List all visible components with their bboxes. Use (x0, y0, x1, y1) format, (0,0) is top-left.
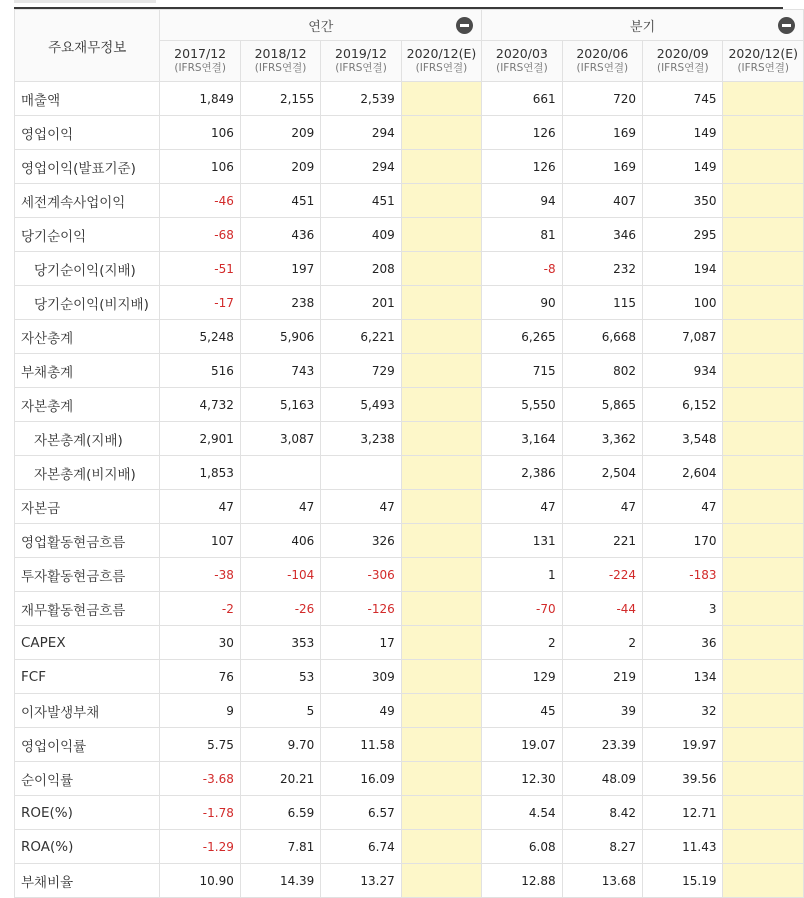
value-cell: 201 (321, 286, 401, 320)
value-cell: 2,504 (562, 456, 642, 490)
value-cell: 1 (482, 558, 562, 592)
value-cell: 100 (643, 286, 723, 320)
table-row (15, 830, 804, 864)
value-cell: 115 (562, 286, 642, 320)
column-date: 2018/12 (254, 46, 307, 61)
row-label: 부채총계 (15, 354, 160, 388)
table-row (15, 116, 804, 150)
value-cell: 1,849 (160, 82, 240, 116)
table-row (15, 320, 804, 354)
value-cell: 9 (160, 694, 240, 728)
value-cell: 32 (643, 694, 723, 728)
column-header (562, 41, 642, 82)
value-cell: 2,901 (160, 422, 240, 456)
estimate-cell (401, 728, 481, 762)
row-label: 재무활동현금흐름 (15, 592, 160, 626)
value-cell: 23.39 (562, 728, 642, 762)
column-basis: (IFRS연결) (496, 62, 548, 74)
value-cell: 8.27 (562, 830, 642, 864)
estimate-cell (723, 762, 804, 796)
value-cell: 3,164 (482, 422, 562, 456)
value-cell: -2 (160, 592, 240, 626)
estimate-cell (401, 218, 481, 252)
value-cell: 19.97 (643, 728, 723, 762)
value-cell: 2 (482, 626, 562, 660)
estimate-cell (401, 660, 481, 694)
estimate-cell (723, 184, 804, 218)
value-cell: 47 (482, 490, 562, 524)
value-cell: 106 (160, 150, 240, 184)
value-cell: 219 (562, 660, 642, 694)
table-row (15, 82, 804, 116)
value-cell: 5,163 (240, 388, 320, 422)
value-cell: 2,539 (321, 82, 401, 116)
collapse-quarterly-icon[interactable] (778, 17, 795, 34)
group-label-annual: 연간 (308, 19, 334, 35)
value-cell: 6,221 (321, 320, 401, 354)
table-row (15, 422, 804, 456)
value-cell: 5,493 (321, 388, 401, 422)
estimate-cell (723, 626, 804, 660)
value-cell: 47 (562, 490, 642, 524)
value-cell: 238 (240, 286, 320, 320)
row-label: 영업이익(발표기준) (15, 150, 160, 184)
value-cell (240, 456, 320, 490)
row-label: 자본금 (15, 490, 160, 524)
column-basis: (IFRS연결) (737, 62, 790, 74)
value-cell: 294 (321, 150, 401, 184)
value-cell: 745 (643, 82, 723, 116)
column-date: 2020/12(E) (728, 46, 799, 61)
value-cell: 19.07 (482, 728, 562, 762)
row-label: 투자활동현금흐름 (15, 558, 160, 592)
estimate-cell (723, 830, 804, 864)
value-cell: 406 (240, 524, 320, 558)
table-row (15, 286, 804, 320)
value-cell: 36 (643, 626, 723, 660)
value-cell: 47 (643, 490, 723, 524)
value-cell: 3,548 (643, 422, 723, 456)
row-label: 당기순이익(비지배) (15, 286, 160, 320)
value-cell: 39.56 (643, 762, 723, 796)
value-cell: 20.21 (240, 762, 320, 796)
value-cell: 7.81 (240, 830, 320, 864)
column-date: 2020/03 (495, 46, 548, 61)
estimate-cell (723, 558, 804, 592)
row-label: 이자발생부채 (15, 694, 160, 728)
group-label-quarterly: 분기 (630, 19, 656, 35)
value-cell: 451 (321, 184, 401, 218)
table-row (15, 252, 804, 286)
value-cell: 409 (321, 218, 401, 252)
table-row (15, 728, 804, 762)
value-cell: 346 (562, 218, 642, 252)
row-label: 자본총계(지배) (15, 422, 160, 456)
value-cell: 1,853 (160, 456, 240, 490)
value-cell (321, 456, 401, 490)
value-cell: 94 (482, 184, 562, 218)
value-cell: 194 (643, 252, 723, 286)
row-label: 세전계속사업이익 (15, 184, 160, 218)
value-cell: 126 (482, 116, 562, 150)
table-row (15, 558, 804, 592)
value-cell: 209 (240, 150, 320, 184)
value-cell: 169 (562, 150, 642, 184)
value-cell: 2,604 (643, 456, 723, 490)
value-cell: 516 (160, 354, 240, 388)
value-cell: 5,550 (482, 388, 562, 422)
table-row (15, 388, 804, 422)
corner-header: 주요재무정보 (15, 10, 160, 82)
table-row (15, 524, 804, 558)
estimate-cell (401, 286, 481, 320)
value-cell: 5,906 (240, 320, 320, 354)
value-cell: 353 (240, 626, 320, 660)
estimate-cell (401, 864, 481, 898)
value-cell: 3 (643, 592, 723, 626)
value-cell: 12.71 (643, 796, 723, 830)
value-cell: -104 (240, 558, 320, 592)
collapse-annual-icon[interactable] (456, 17, 473, 34)
value-cell: 170 (643, 524, 723, 558)
estimate-cell (723, 150, 804, 184)
value-cell: 5,865 (562, 388, 642, 422)
column-basis: (IFRS연결) (656, 62, 709, 74)
estimate-cell (723, 456, 804, 490)
value-cell: 149 (643, 116, 723, 150)
value-cell: 134 (643, 660, 723, 694)
value-cell: -3.68 (160, 762, 240, 796)
table-row (15, 626, 804, 660)
value-cell: 5.75 (160, 728, 240, 762)
estimate-cell (401, 252, 481, 286)
value-cell: 12.88 (482, 864, 562, 898)
value-cell: 729 (321, 354, 401, 388)
value-cell: 2,155 (240, 82, 320, 116)
value-cell: 15.19 (643, 864, 723, 898)
value-cell: 232 (562, 252, 642, 286)
value-cell: 715 (482, 354, 562, 388)
value-cell: 3,087 (240, 422, 320, 456)
estimate-cell (401, 150, 481, 184)
estimate-cell (723, 354, 804, 388)
value-cell: 295 (643, 218, 723, 252)
estimate-cell (723, 422, 804, 456)
column-basis: (IFRS연결) (174, 62, 226, 74)
estimate-cell (401, 558, 481, 592)
estimate-cell (723, 320, 804, 354)
value-cell: 17 (321, 626, 401, 660)
estimate-cell (723, 82, 804, 116)
row-label: 자산총계 (15, 320, 160, 354)
value-cell: 6.08 (482, 830, 562, 864)
value-cell: 197 (240, 252, 320, 286)
value-cell: 149 (643, 150, 723, 184)
estimate-cell (401, 524, 481, 558)
value-cell: 209 (240, 116, 320, 150)
estimate-cell (401, 592, 481, 626)
column-header (723, 41, 804, 82)
table-row (15, 354, 804, 388)
estimate-cell (723, 286, 804, 320)
value-cell: 131 (482, 524, 562, 558)
value-cell: 6.74 (321, 830, 401, 864)
estimate-cell (401, 116, 481, 150)
value-cell: 16.09 (321, 762, 401, 796)
value-cell: 6,152 (643, 388, 723, 422)
value-cell: 221 (562, 524, 642, 558)
table-row (15, 456, 804, 490)
value-cell: -26 (240, 592, 320, 626)
value-cell: 13.68 (562, 864, 642, 898)
row-label: 당기순이익 (15, 218, 160, 252)
estimate-cell (401, 82, 481, 116)
column-basis: (IFRS연결) (335, 62, 387, 74)
estimate-cell (723, 592, 804, 626)
column-header (240, 41, 320, 82)
value-cell: 6,668 (562, 320, 642, 354)
column-header (482, 41, 562, 82)
value-cell: 309 (321, 660, 401, 694)
value-cell: 90 (482, 286, 562, 320)
row-label: 당기순이익(지배) (15, 252, 160, 286)
estimate-cell (723, 728, 804, 762)
row-label: 자본총계(비지배) (15, 456, 160, 490)
column-header (401, 41, 481, 82)
value-cell: 934 (643, 354, 723, 388)
value-cell: 48.09 (562, 762, 642, 796)
estimate-cell (723, 116, 804, 150)
value-cell: 106 (160, 116, 240, 150)
estimate-cell (401, 388, 481, 422)
value-cell: 3,362 (562, 422, 642, 456)
group-header-annual (160, 10, 482, 41)
value-cell: -17 (160, 286, 240, 320)
value-cell: -183 (643, 558, 723, 592)
estimate-cell (401, 694, 481, 728)
value-cell: 720 (562, 82, 642, 116)
estimate-cell (401, 354, 481, 388)
table-row (15, 218, 804, 252)
estimate-cell (401, 796, 481, 830)
estimate-cell (723, 694, 804, 728)
value-cell: 407 (562, 184, 642, 218)
value-cell: 11.58 (321, 728, 401, 762)
value-cell: 47 (321, 490, 401, 524)
estimate-cell (723, 218, 804, 252)
value-cell: 10.90 (160, 864, 240, 898)
table-row (15, 150, 804, 184)
row-label: 순이익률 (15, 762, 160, 796)
value-cell: 4,732 (160, 388, 240, 422)
estimate-cell (401, 184, 481, 218)
value-cell: 294 (321, 116, 401, 150)
value-cell: 14.39 (240, 864, 320, 898)
value-cell: 350 (643, 184, 723, 218)
estimate-cell (723, 864, 804, 898)
estimate-cell (723, 524, 804, 558)
column-date: 2017/12 (174, 46, 227, 61)
value-cell: 9.70 (240, 728, 320, 762)
estimate-cell (401, 422, 481, 456)
value-cell: 53 (240, 660, 320, 694)
column-date: 2020/09 (656, 46, 709, 61)
table-row (15, 490, 804, 524)
value-cell: -70 (482, 592, 562, 626)
column-header (643, 41, 723, 82)
value-cell: 6.59 (240, 796, 320, 830)
table-row (15, 864, 804, 898)
row-label: CAPEX (15, 626, 160, 660)
value-cell: 743 (240, 354, 320, 388)
row-label: 영업이익 (15, 116, 160, 150)
value-cell: 169 (562, 116, 642, 150)
value-cell: 802 (562, 354, 642, 388)
row-label: 부채비율 (15, 864, 160, 898)
value-cell: 3,238 (321, 422, 401, 456)
estimate-cell (723, 388, 804, 422)
value-cell: -68 (160, 218, 240, 252)
estimate-cell (723, 490, 804, 524)
table-row (15, 660, 804, 694)
column-date: 2020/06 (576, 46, 629, 61)
estimate-cell (723, 252, 804, 286)
value-cell: -46 (160, 184, 240, 218)
value-cell: 326 (321, 524, 401, 558)
table-row (15, 592, 804, 626)
value-cell: 49 (321, 694, 401, 728)
value-cell: -1.29 (160, 830, 240, 864)
estimate-cell (401, 456, 481, 490)
value-cell: 5,248 (160, 320, 240, 354)
value-cell: 2,386 (482, 456, 562, 490)
value-cell: 5 (240, 694, 320, 728)
value-cell: 661 (482, 82, 562, 116)
column-header (160, 41, 240, 82)
estimate-cell (401, 490, 481, 524)
value-cell: 81 (482, 218, 562, 252)
estimate-cell (401, 626, 481, 660)
value-cell: 11.43 (643, 830, 723, 864)
row-label: 영업이익률 (15, 728, 160, 762)
value-cell: 45 (482, 694, 562, 728)
column-basis: (IFRS연결) (576, 62, 629, 74)
value-cell: 436 (240, 218, 320, 252)
value-cell: -51 (160, 252, 240, 286)
value-cell: 451 (240, 184, 320, 218)
value-cell: 7,087 (643, 320, 723, 354)
row-label: 영업활동현금흐름 (15, 524, 160, 558)
value-cell: 76 (160, 660, 240, 694)
value-cell: -44 (562, 592, 642, 626)
top-rule (0, 0, 783, 8)
column-header (321, 41, 401, 82)
value-cell: 6.57 (321, 796, 401, 830)
column-date: 2020/12(E) (406, 46, 477, 61)
table-row (15, 184, 804, 218)
value-cell: -224 (562, 558, 642, 592)
value-cell: -126 (321, 592, 401, 626)
table-row (15, 762, 804, 796)
value-cell: 13.27 (321, 864, 401, 898)
column-date: 2019/12 (335, 46, 387, 61)
value-cell: 47 (240, 490, 320, 524)
row-label: ROA(%) (15, 830, 160, 864)
table-row (15, 694, 804, 728)
financial-table (14, 9, 804, 898)
value-cell: 12.30 (482, 762, 562, 796)
estimate-cell (401, 830, 481, 864)
value-cell: 107 (160, 524, 240, 558)
value-cell: -8 (482, 252, 562, 286)
table-row (15, 796, 804, 830)
row-label: 매출액 (15, 82, 160, 116)
value-cell: 30 (160, 626, 240, 660)
value-cell: -306 (321, 558, 401, 592)
value-cell: -1.78 (160, 796, 240, 830)
group-header-quarterly (482, 10, 804, 41)
estimate-cell (401, 762, 481, 796)
row-label: FCF (15, 660, 160, 694)
estimate-cell (401, 320, 481, 354)
value-cell: 6,265 (482, 320, 562, 354)
value-cell: 8.42 (562, 796, 642, 830)
value-cell: 4.54 (482, 796, 562, 830)
value-cell: 39 (562, 694, 642, 728)
value-cell: 47 (160, 490, 240, 524)
value-cell: 208 (321, 252, 401, 286)
column-basis: (IFRS연결) (254, 62, 307, 74)
value-cell: 126 (482, 150, 562, 184)
estimate-cell (723, 660, 804, 694)
row-label: ROE(%) (15, 796, 160, 830)
value-cell: 2 (562, 626, 642, 660)
value-cell: 129 (482, 660, 562, 694)
column-basis: (IFRS연결) (415, 62, 468, 74)
estimate-cell (723, 796, 804, 830)
row-label: 자본총계 (15, 388, 160, 422)
value-cell: -38 (160, 558, 240, 592)
